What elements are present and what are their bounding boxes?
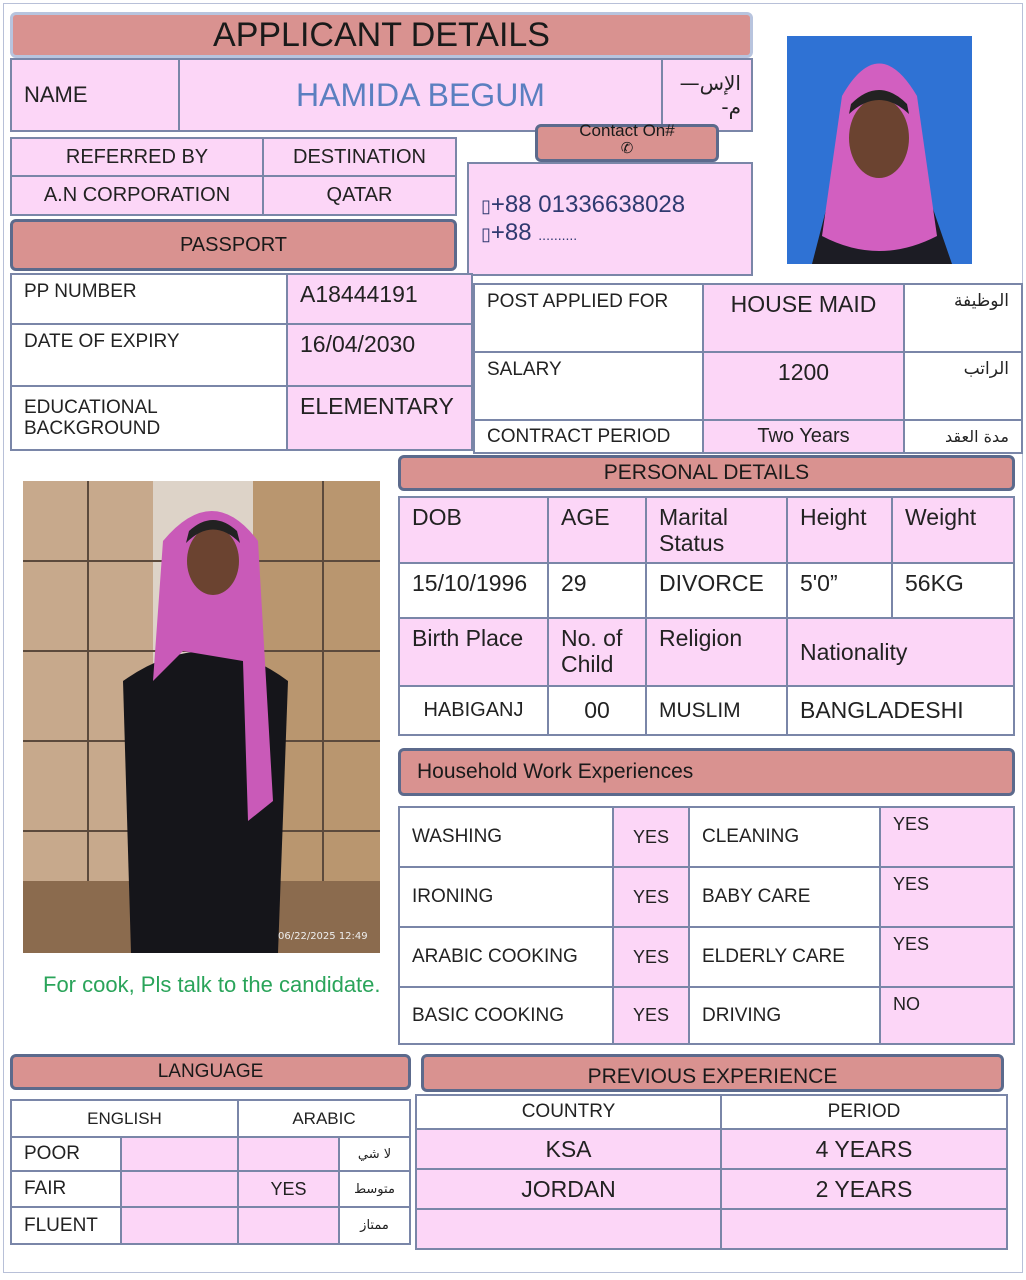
salary-label-ar-cell — [903, 351, 1023, 421]
dob-value-cell — [398, 562, 549, 619]
destination-value: QATAR — [326, 184, 393, 206]
applicant-details-title: APPLICANT DETAILS — [213, 15, 550, 54]
religion-label-cell — [645, 617, 788, 687]
household-value: YES — [893, 814, 930, 834]
language-level-ar-2 — [338, 1206, 411, 1245]
referred-by-label-cell — [10, 137, 264, 177]
previous-country-2 — [415, 1208, 722, 1250]
pp-number-label: PP NUMBER — [24, 281, 137, 302]
household-value-b-3 — [879, 986, 1015, 1045]
english-header: ENGLISH — [87, 1108, 162, 1128]
household-title: Household Work Experiences — [417, 760, 694, 783]
weight-label: Weight — [905, 504, 977, 530]
country-header-cell — [415, 1094, 722, 1130]
nationality-label-cell — [786, 617, 1015, 687]
contact-box — [467, 162, 753, 276]
household-skill-label: ELDERLY CARE — [702, 946, 845, 967]
language-level-0 — [10, 1136, 122, 1172]
previous-country-1 — [415, 1168, 722, 1210]
height-value: 5'0” — [800, 570, 838, 596]
household-value-b-2 — [879, 926, 1015, 988]
language-english-1 — [120, 1170, 239, 1208]
referred-by-label: REFERRED BY — [65, 145, 209, 168]
destination-label: DESTINATION — [293, 145, 426, 168]
language-level-label: FAIR — [24, 1178, 67, 1199]
previous-period: 4 YEARS — [815, 1135, 913, 1162]
pp-number-value: A18444191 — [300, 281, 418, 307]
passport-header — [10, 219, 457, 271]
birthplace-label: Birth Place — [412, 625, 524, 651]
household-value: YES — [632, 946, 670, 967]
language-level-label: FLUENT — [24, 1214, 98, 1236]
household-value-a-2 — [612, 926, 690, 988]
language-level-ar: لا شي — [357, 1146, 392, 1162]
previous-country: JORDAN — [521, 1175, 616, 1202]
household-skill-a-1 — [398, 866, 614, 928]
destination-value-cell — [262, 175, 457, 216]
language-english-0 — [120, 1136, 239, 1172]
post-label-cell — [473, 283, 704, 353]
previous-experience-header — [421, 1054, 1004, 1092]
household-value: YES — [893, 874, 930, 894]
household-skill-b-0 — [688, 806, 881, 868]
household-value-a-3 — [612, 986, 690, 1045]
nationality-label: Nationality — [800, 638, 908, 665]
language-title: LANGUAGE — [157, 1061, 264, 1082]
children-value-cell — [547, 685, 647, 736]
previous-country: KSA — [545, 1135, 592, 1162]
contract-value: Two Years — [757, 425, 850, 447]
nationality-value-cell — [786, 685, 1015, 736]
contact-header — [535, 121, 719, 162]
marital-label-2: Status — [659, 530, 725, 556]
language-arabic-value: YES — [270, 1178, 307, 1199]
previous-experience-title: PREVIOUS EXPERIENCE — [587, 1065, 838, 1088]
salary-label-ar: الراتب — [963, 359, 1009, 379]
arabic-header-cell — [237, 1099, 411, 1138]
photo-timestamp: 06/22/2025 12:49 — [278, 931, 368, 942]
pp-number-label-cell — [10, 273, 288, 325]
religion-value: MUSLIM — [659, 698, 741, 722]
language-level-1 — [10, 1170, 122, 1208]
language-level-2 — [10, 1206, 122, 1245]
birthplace-value: HABIGANJ — [423, 699, 524, 721]
household-skill-label: IRONING — [412, 886, 494, 907]
children-label-2: Child — [561, 651, 614, 677]
education-value-cell — [286, 385, 473, 451]
contract-label-ar-cell — [903, 419, 1023, 454]
post-value: HOUSE MAID — [730, 291, 877, 317]
expiry-label-cell — [10, 323, 288, 387]
destination-label-cell — [262, 137, 457, 177]
post-label: POST APPLIED FOR — [487, 291, 669, 312]
education-value: ELEMENTARY — [300, 393, 454, 419]
household-skill-label: ARABIC COOKING — [412, 946, 578, 967]
height-label: Height — [800, 504, 867, 530]
nationality-value: BANGLADESHI — [800, 697, 964, 723]
salary-label-cell — [473, 351, 704, 421]
household-header — [398, 748, 1015, 796]
phone-row-2 — [481, 219, 577, 247]
household-skill-b-2 — [688, 926, 881, 988]
household-value: NO — [893, 994, 920, 1014]
education-label-cell — [10, 385, 288, 451]
language-level-ar-1 — [338, 1170, 411, 1208]
applicant-name: HAMIDA BEGUM — [296, 76, 545, 113]
phone-2: +88 — [490, 219, 532, 246]
age-value-cell — [547, 562, 647, 619]
language-english-2 — [120, 1206, 239, 1245]
phone-icon: ✆ — [620, 140, 634, 157]
language-header — [10, 1054, 411, 1090]
post-label-ar: الوظيفة — [953, 291, 1009, 311]
contact-label: Contact On# — [579, 121, 675, 140]
education-label-2: BACKGROUND — [24, 418, 161, 439]
expiry-value: 16/04/2030 — [300, 331, 416, 357]
expiry-label: DATE OF EXPIRY — [24, 331, 180, 352]
referred-by-value-cell — [10, 175, 264, 216]
contract-label-cell — [473, 419, 704, 454]
religion-label: Religion — [659, 625, 743, 651]
referred-by-value: A.N CORPORATION — [43, 184, 231, 206]
age-label-cell — [547, 496, 647, 564]
marital-value: DIVORCE — [659, 570, 764, 596]
household-skill-label: WASHING — [412, 826, 503, 847]
previous-period-0 — [720, 1128, 1008, 1170]
household-value-a-1 — [612, 866, 690, 928]
age-label: AGE — [561, 504, 610, 530]
salary-value: 1200 — [777, 359, 830, 385]
contract-value-cell — [702, 419, 905, 454]
religion-value-cell — [645, 685, 788, 736]
name-label: NAME — [24, 82, 88, 107]
marital-label-cell — [645, 496, 788, 564]
household-skill-label: BABY CARE — [702, 886, 811, 907]
age-value: 29 — [561, 570, 587, 596]
applicant-details-header — [10, 12, 753, 58]
weight-value-cell — [891, 562, 1015, 619]
household-skill-b-1 — [688, 866, 881, 928]
period-header-cell — [720, 1094, 1008, 1130]
post-label-ar-cell — [903, 283, 1023, 353]
household-skill-a-2 — [398, 926, 614, 988]
salary-label: SALARY — [487, 359, 562, 380]
language-level-label: POOR — [24, 1143, 80, 1164]
language-level-ar: ممتاز — [360, 1218, 389, 1233]
weight-label-cell — [891, 496, 1015, 564]
children-label-1: No. of — [561, 625, 623, 651]
language-arabic-1 — [237, 1170, 340, 1208]
name-label-ar-2: م- — [721, 95, 741, 119]
previous-country-0 — [415, 1128, 722, 1170]
education-label-1: EDUCATIONAL — [24, 397, 158, 418]
marital-value-cell — [645, 562, 788, 619]
arabic-header: ARABIC — [292, 1108, 356, 1128]
dob-value: 15/10/1996 — [412, 570, 528, 596]
phone-row-1 — [481, 191, 685, 219]
household-skill-label: CLEANING — [702, 826, 800, 847]
language-level-ar-0 — [338, 1136, 411, 1172]
previous-period-1 — [720, 1168, 1008, 1210]
language-level-ar: متوسط — [354, 1181, 395, 1197]
household-value: YES — [632, 1005, 670, 1025]
birthplace-label-cell — [398, 617, 549, 687]
dob-label: DOB — [412, 504, 462, 530]
period-header: PERIOD — [827, 1101, 901, 1122]
cook-note: For cook, Pls talk to the candidate. — [43, 972, 381, 997]
household-value: YES — [632, 826, 670, 847]
contract-label: CONTRACT PERIOD — [487, 425, 671, 447]
previous-period-2 — [720, 1208, 1008, 1250]
children-value: 00 — [584, 697, 610, 723]
height-label-cell — [786, 496, 893, 564]
phone-icon-2: ▯ — [481, 224, 491, 244]
name-label-cell — [10, 58, 180, 132]
salary-value-cell — [702, 351, 905, 421]
household-value: YES — [893, 934, 930, 954]
pp-number-value-cell — [286, 273, 473, 325]
expiry-value-cell — [286, 323, 473, 387]
household-skill-label: DRIVING — [702, 1004, 782, 1026]
passport-title: PASSPORT — [179, 233, 288, 256]
language-arabic-0 — [237, 1136, 340, 1172]
household-skill-label: BASIC COOKING — [412, 1004, 565, 1026]
marital-label-1: Marital — [659, 504, 729, 530]
children-label-cell — [547, 617, 647, 687]
country-header: COUNTRY — [521, 1101, 616, 1122]
language-arabic-2 — [237, 1206, 340, 1245]
weight-value: 56KG — [905, 570, 964, 596]
household-skill-a-3 — [398, 986, 614, 1045]
previous-period: 2 YEARS — [815, 1175, 913, 1202]
phone-1: +88 01336638028 — [490, 191, 686, 218]
household-value-b-0 — [879, 806, 1015, 868]
household-value-a-0 — [612, 806, 690, 868]
phone-icon-1: ▯ — [481, 196, 491, 216]
personal-details-title: PERSONAL DETAILS — [603, 461, 810, 484]
household-skill-a-0 — [398, 806, 614, 868]
full-body-photo — [23, 481, 380, 953]
contract-label-ar: مدة العقد — [945, 427, 1009, 446]
name-label-ar-1: الإس— — [679, 71, 741, 95]
english-header-cell — [10, 1099, 239, 1138]
personal-details-header — [398, 455, 1015, 491]
birthplace-value-cell — [398, 685, 549, 736]
post-value-cell — [702, 283, 905, 353]
phone-2-dots: .......... — [538, 227, 578, 243]
portrait-photo — [787, 36, 972, 264]
household-value-b-1 — [879, 866, 1015, 928]
household-value: YES — [632, 886, 670, 907]
height-value-cell — [786, 562, 893, 619]
household-skill-b-3 — [688, 986, 881, 1045]
dob-label-cell — [398, 496, 549, 564]
